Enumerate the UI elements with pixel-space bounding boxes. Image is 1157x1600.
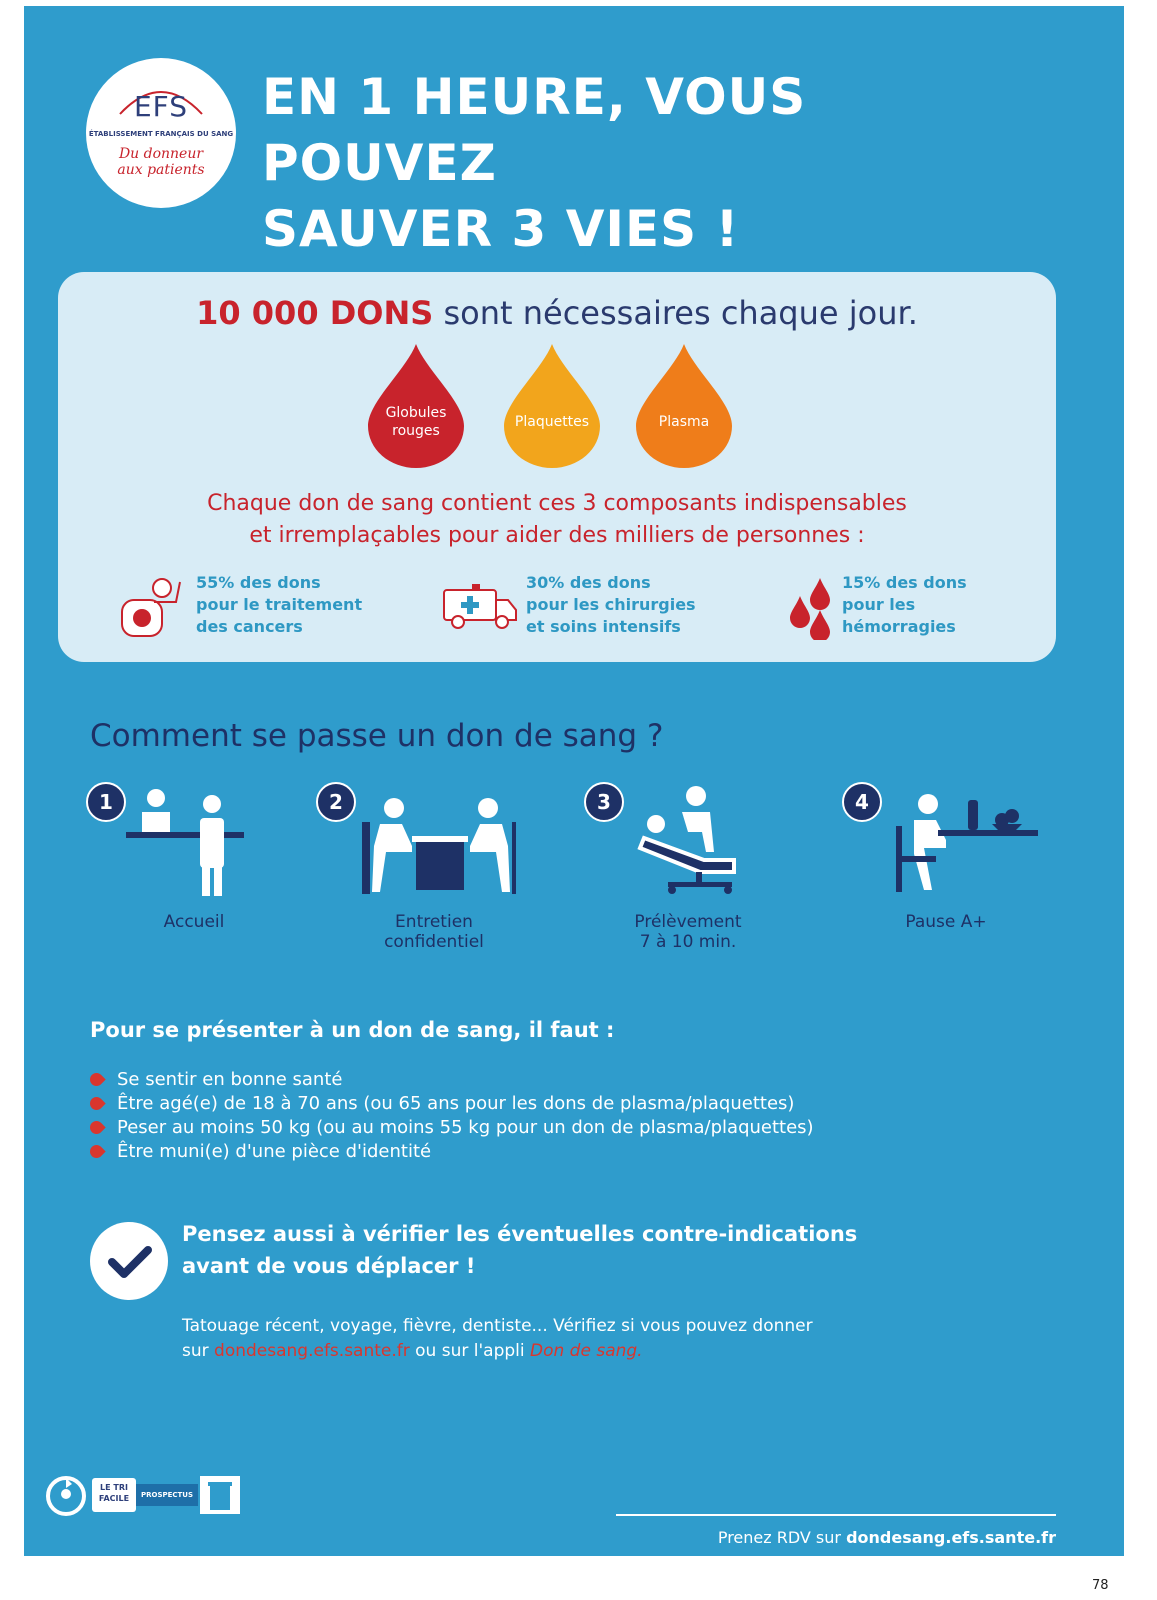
efs-logo [86, 58, 236, 208]
step-number-2: 2 [316, 782, 356, 822]
requirements-list [90, 1068, 814, 1164]
page-number: 78 [1092, 1578, 1109, 1593]
check-text-pre: sur [182, 1341, 215, 1361]
tri-facile-badge [92, 1478, 136, 1512]
headline-line2: SAUVER 3 VIES ! [262, 200, 740, 258]
step-number-1: 1 [86, 782, 126, 822]
website-link[interactable]: dondesang.efs.sante.fr [214, 1341, 410, 1361]
step-label-accueil-line1: Accueil [163, 912, 225, 932]
check-text [182, 1314, 1002, 1364]
stat-hemorragies [842, 572, 967, 638]
step-number-3: 3 [584, 782, 624, 822]
step-label-pause [836, 912, 1056, 932]
drop-label-globules-line2: rouges [392, 423, 440, 439]
stat-cancers [196, 572, 362, 638]
list-item [90, 1116, 814, 1140]
logo-tagline [96, 146, 226, 178]
footer-url[interactable]: dondesang.efs.sante.fr [846, 1528, 1056, 1547]
step-label-entretien-line1: Entretien [395, 912, 473, 932]
bullet-drop-icon [87, 1142, 105, 1160]
check-badge [90, 1222, 168, 1300]
bullet-drop-icon [87, 1070, 105, 1088]
recycling-bin-icon [200, 1476, 240, 1514]
step-label-prelevement-line1: Prélèvement [634, 912, 742, 932]
step-number-4: 4 [842, 782, 882, 822]
bullet-drop-icon [87, 1094, 105, 1112]
list-item [90, 1068, 814, 1092]
panel-description-line1: Chaque don de sang contient ces 3 composants indispensables [207, 491, 907, 516]
stat-chirurgies-line3: et soins intensifs [526, 617, 681, 636]
footer-cta [718, 1528, 1056, 1547]
checkmark-icon [90, 1222, 168, 1300]
medicine-icon [118, 574, 188, 640]
yellow-drop-icon [500, 340, 604, 470]
panel-title [58, 294, 1056, 332]
panel-description [98, 488, 1016, 552]
stat-cancers-line1: 55% des dons [196, 573, 321, 592]
headline-line1: EN 1 HEURE, VOUS POUVEZ [262, 68, 807, 192]
check-text-mid: ou sur l'appli [409, 1341, 531, 1361]
poster [24, 6, 1124, 1556]
bullet-drop-icon [87, 1118, 105, 1136]
list-item [90, 1140, 814, 1164]
headline [262, 64, 1022, 262]
check-text-line2 [182, 1339, 1002, 1364]
step-pause [842, 782, 1042, 962]
drop-label-globules [364, 404, 468, 440]
requirement-text: Être muni(e) d'une pièce d'identité [117, 1141, 432, 1162]
logo-acronym: EFS [133, 90, 189, 123]
donations-panel [58, 272, 1056, 662]
logo-tagline-line2: aux patients [117, 162, 205, 178]
prospectus-label: PROSPECTUS [136, 1484, 198, 1506]
check-title-line2: avant de vous déplacer ! [182, 1254, 476, 1278]
logo-full-name: ÉTABLISSEMENT FRANÇAIS DU SANG [88, 130, 234, 138]
orange-drop-icon [632, 340, 736, 470]
stat-chirurgies [526, 572, 696, 638]
check-text-line1: Tatouage récent, voyage, fièvre, dentiste... Vérifiez si vous pouvez donner [182, 1316, 813, 1336]
requirements-title: Pour se présenter à un don de sang, il faut : [90, 1018, 615, 1042]
app-name: Don de sang. [530, 1341, 643, 1361]
drop-label-globules-line1: Globules [385, 405, 447, 421]
blood-drops-icon [788, 576, 832, 640]
footer-cta-pre: Prenez RDV sur [717, 1528, 847, 1547]
panel-title-rest: sont nécessaires chaque jour. [433, 294, 918, 332]
step-label-prelevement-line2: 7 à 10 min. [639, 932, 737, 952]
drop-label-plasma: Plasma [658, 414, 710, 430]
stat-chirurgies-line2: pour les chirurgies [526, 595, 696, 614]
panel-description-line2: et irremplaçables pour aider des milliers de personnes : [249, 523, 865, 548]
requirement-text: Être agé(e) de 18 à 70 ans (ou 65 ans pour les dons de plasma/plaquettes) [117, 1093, 795, 1114]
steps-title: Comment se passe un don de sang ? [90, 718, 664, 754]
step-label-prelevement [578, 912, 798, 952]
stat-chirurgies-line1: 30% des dons [526, 573, 651, 592]
recycle-icon [42, 1474, 90, 1518]
logo-tagline-line1: Du donneur [118, 146, 204, 162]
drop-label-plaquettes: Plaquettes [514, 414, 590, 430]
panel-title-strong: 10 000 DONS [196, 294, 434, 332]
step-label-entretien [324, 912, 544, 952]
tri-line2: FACILE [98, 1494, 130, 1503]
step-accueil [86, 782, 286, 962]
stat-hemorragies-line3: hémorragies [842, 617, 956, 636]
requirement-text: Peser au moins 50 kg (ou au moins 55 kg pour un don de plasma/plaquettes) [117, 1117, 814, 1138]
step-label-pause-line1: Pause A+ [905, 912, 987, 932]
ambulance-icon [442, 582, 518, 632]
stat-cancers-line3: des cancers [196, 617, 303, 636]
step-label-entretien-line2: confidentiel [384, 932, 484, 952]
footer-divider [616, 1514, 1056, 1516]
stat-cancers-line2: pour le traitement [196, 595, 363, 614]
stat-hemorragies-line1: 15% des dons [842, 573, 967, 592]
tri-line1: LE TRI [100, 1483, 128, 1492]
list-item [90, 1092, 814, 1116]
check-title [182, 1218, 857, 1282]
stat-hemorragies-line2: pour les [842, 595, 916, 614]
check-title-line1: Pensez aussi à vérifier les éventuelles contre-indications [182, 1222, 858, 1246]
requirement-text: Se sentir en bonne santé [117, 1069, 343, 1090]
step-label-accueil [84, 912, 304, 932]
